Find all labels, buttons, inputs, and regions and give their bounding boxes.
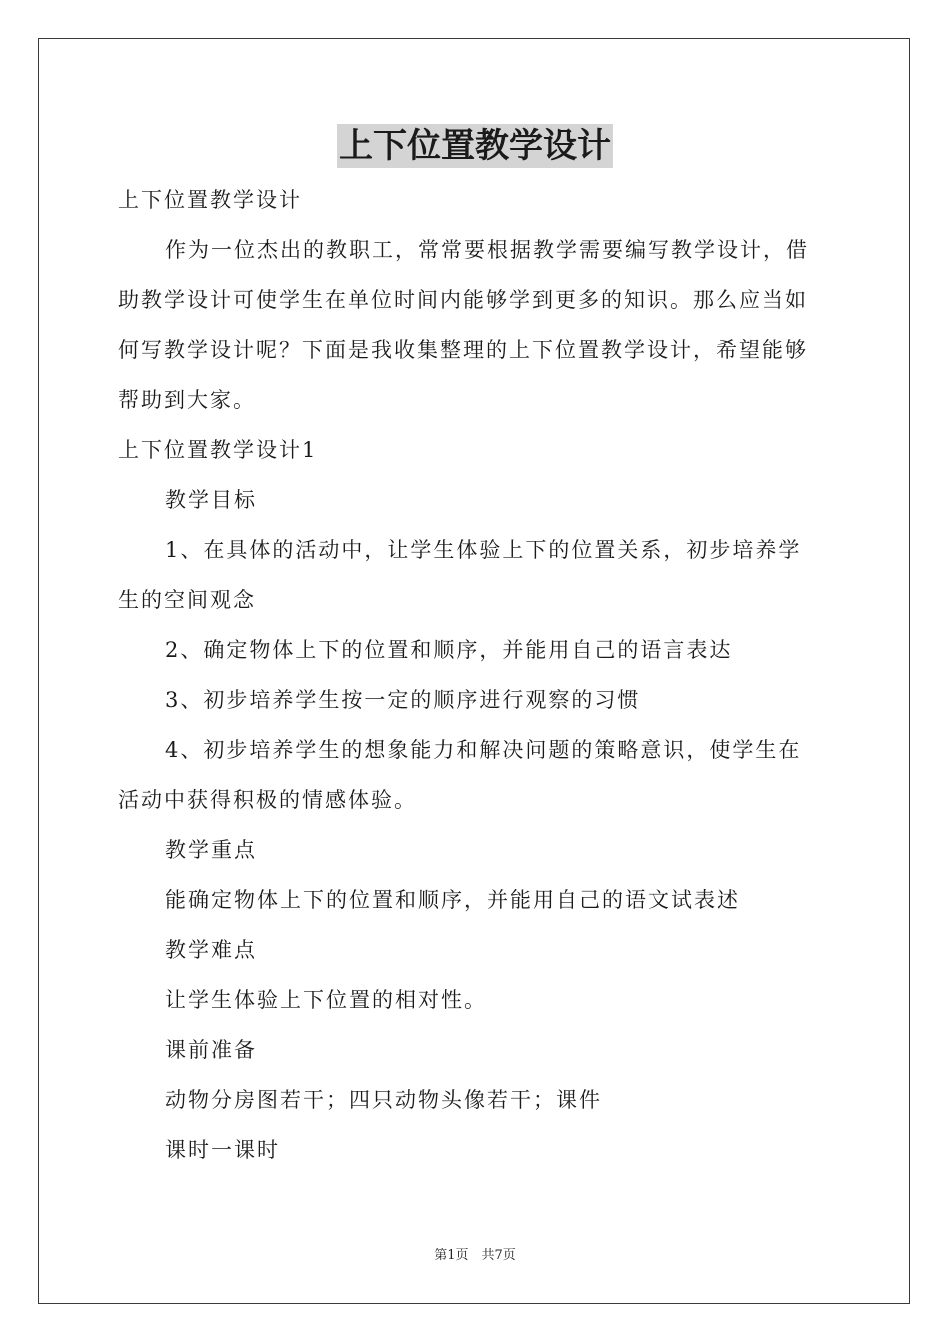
text-line: 助教学设计可使学生在单位时间内能够学到更多的知识。那么应当如 — [118, 288, 808, 312]
title-container — [0, 124, 950, 168]
text-line: 何写教学设计呢？下面是我收集整理的上下位置教学设计，希望能够 — [118, 338, 808, 362]
document-body — [118, 175, 834, 1175]
text-line: 上下位置教学设计1 — [118, 438, 318, 462]
text-line: 动物分房图若干；四只动物头像若干；课件 — [165, 1088, 602, 1112]
text-line: 生的空间观念 — [118, 588, 256, 612]
page-footer: 第1页 共7页 — [434, 1248, 516, 1263]
text-line: 上下位置教学设计 — [118, 188, 302, 212]
text-line: 3、初步培养学生按一定的顺序进行观察的习惯 — [165, 688, 641, 712]
text-line: 能确定物体上下的位置和顺序，并能用自己的语文试表述 — [165, 888, 740, 912]
text-line: 4、初步培养学生的想象能力和解决问题的策略意识，使学生在 — [165, 738, 802, 762]
text-line: 帮助到大家。 — [118, 388, 256, 412]
text-line: 课前准备 — [165, 1038, 257, 1062]
text-line: 让学生体验上下位置的相对性。 — [165, 988, 487, 1012]
text-line: 课时一课时 — [165, 1138, 280, 1162]
text-line: 1、在具体的活动中，让学生体验上下的位置关系，初步培养学 — [165, 538, 802, 562]
text-line: 教学目标 — [165, 488, 257, 512]
text-line: 教学重点 — [165, 838, 257, 862]
text-line: 教学难点 — [165, 938, 257, 962]
text-line: 活动中获得积极的情感体验。 — [118, 788, 417, 812]
text-line: 2、确定物体上下的位置和顺序，并能用自己的语言表达 — [165, 638, 733, 662]
document-title: 上下位置教学设计 — [339, 126, 611, 166]
text-line: 作为一位杰出的教职工，常常要根据教学需要编写教学设计，借 — [165, 238, 809, 262]
